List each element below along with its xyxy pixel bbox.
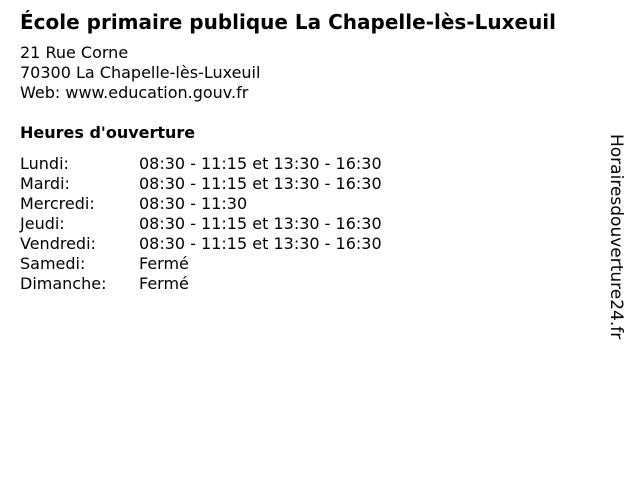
hours-row-saturday	[20, 254, 382, 274]
address-block	[20, 43, 260, 103]
hours-row-thursday	[20, 214, 382, 234]
site-watermark: Horairesdouverture24.fr	[606, 134, 626, 340]
hours-day: Mardi:	[20, 174, 70, 193]
hours-day: Jeudi:	[20, 214, 65, 233]
address-street: 21 Rue Corne	[20, 43, 129, 62]
hours-time: Fermé	[139, 254, 189, 273]
hours-heading: Heures d'ouverture	[20, 123, 196, 142]
hours-time: Fermé	[139, 274, 189, 293]
hours-row-monday	[20, 154, 382, 174]
hours-time: 08:30 - 11:15 et 13:30 - 16:30	[139, 174, 382, 193]
hours-row-wednesday	[20, 194, 382, 214]
hours-row-sunday	[20, 274, 382, 294]
address-city: 70300 La Chapelle-lès-Luxeuil	[20, 63, 261, 82]
hours-time: 08:30 - 11:15 et 13:30 - 16:30	[139, 214, 382, 233]
page-title: École primaire publique La Chapelle-lès-Luxeuil	[20, 10, 557, 34]
hours-row-tuesday	[20, 174, 382, 194]
hours-day: Lundi:	[20, 154, 69, 173]
hours-day: Vendredi:	[20, 234, 96, 253]
hours-day: Samedi:	[20, 254, 86, 273]
address-web: Web: www.education.gouv.fr	[20, 83, 249, 102]
hours-table	[20, 154, 382, 294]
hours-time: 08:30 - 11:15 et 13:30 - 16:30	[139, 234, 382, 253]
hours-time: 08:30 - 11:30	[139, 194, 248, 213]
hours-day: Dimanche:	[20, 274, 107, 293]
hours-day: Mercredi:	[20, 194, 95, 213]
hours-row-friday	[20, 234, 382, 254]
hours-time: 08:30 - 11:15 et 13:30 - 16:30	[139, 154, 382, 173]
